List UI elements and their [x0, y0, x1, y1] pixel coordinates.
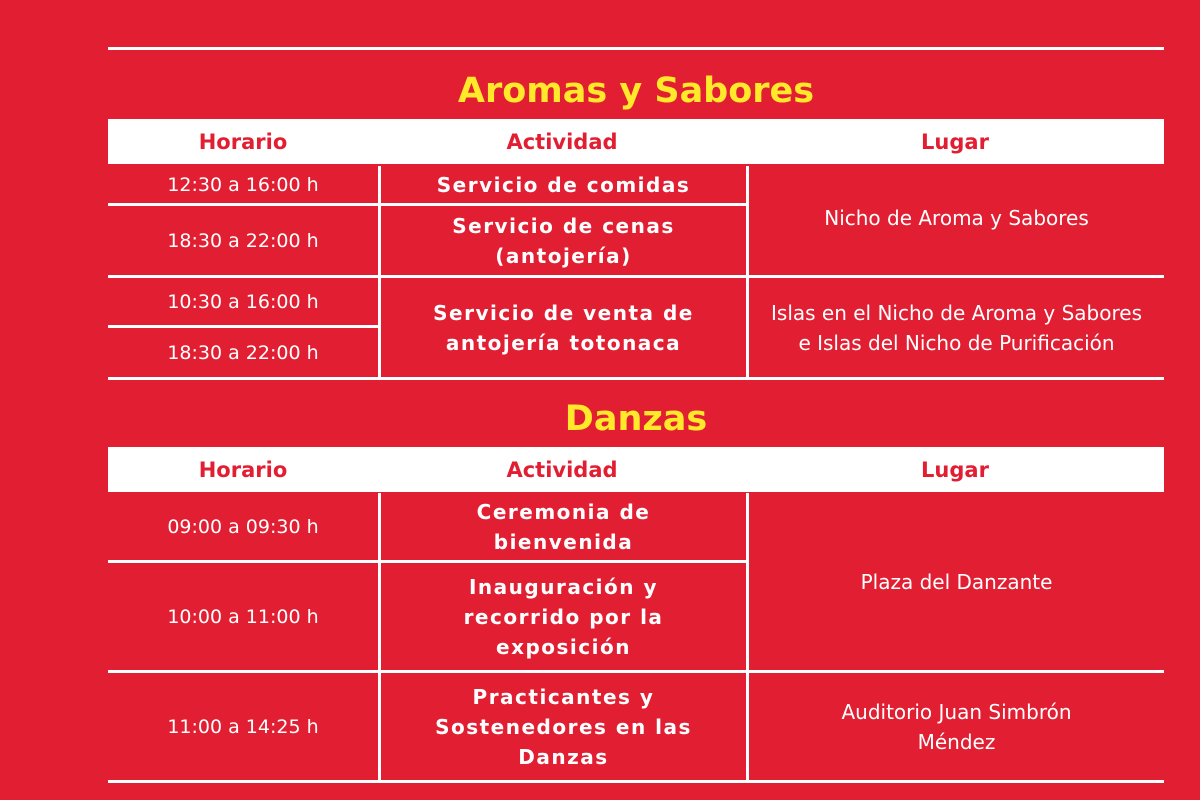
header-actividad: Actividad: [506, 129, 618, 154]
header-horario: Horario: [198, 129, 288, 154]
time-cell: 10:00 a 11:00 h: [108, 563, 378, 673]
header-lugar: Lugar: [921, 457, 989, 482]
activity-cell: Ceremonia de bienvenida: [378, 493, 746, 563]
top-divider: [108, 47, 1164, 50]
section-title-danzas: Danzas: [564, 399, 708, 439]
place-cell: Islas en el Nicho de Aroma y Sabores e Islas del Nicho de Purificación: [746, 278, 1164, 380]
header-lugar: Lugar: [921, 129, 989, 154]
activity-cell: Servicio de cenas (antojería): [378, 206, 746, 278]
place-cell: Plaza del Danzante: [746, 493, 1164, 673]
aromas-table: [108, 166, 1164, 380]
time-cell: 12:30 a 16:00 h: [108, 166, 378, 206]
header-actividad: Actividad: [506, 457, 618, 482]
place-cell: Auditorio Juan Simbrón Méndez: [746, 673, 1164, 783]
time-cell: 11:00 a 14:25 h: [108, 673, 378, 783]
header-horario: Horario: [198, 457, 288, 482]
place-cell: Nicho de Aroma y Sabores: [746, 166, 1164, 278]
danzas-header-row: [108, 447, 1164, 492]
time-cell: 18:30 a 22:00 h: [108, 328, 378, 380]
time-cell: 18:30 a 22:00 h: [108, 206, 378, 278]
time-cell: 09:00 a 09:30 h: [108, 493, 378, 563]
activity-cell: Servicio de venta de antojería totonaca: [378, 278, 746, 380]
activity-cell: Practicantes y Sostenedores en las Danzas: [378, 673, 746, 783]
danzas-table: [108, 493, 1164, 783]
aromas-header-row: [108, 119, 1164, 164]
time-cell: 10:30 a 16:00 h: [108, 278, 378, 328]
activity-cell: Servicio de comidas: [378, 166, 746, 206]
section-title-aromas: Aromas y Sabores: [457, 71, 815, 111]
activity-cell: Inauguración y recorrido por la exposición: [378, 563, 746, 673]
